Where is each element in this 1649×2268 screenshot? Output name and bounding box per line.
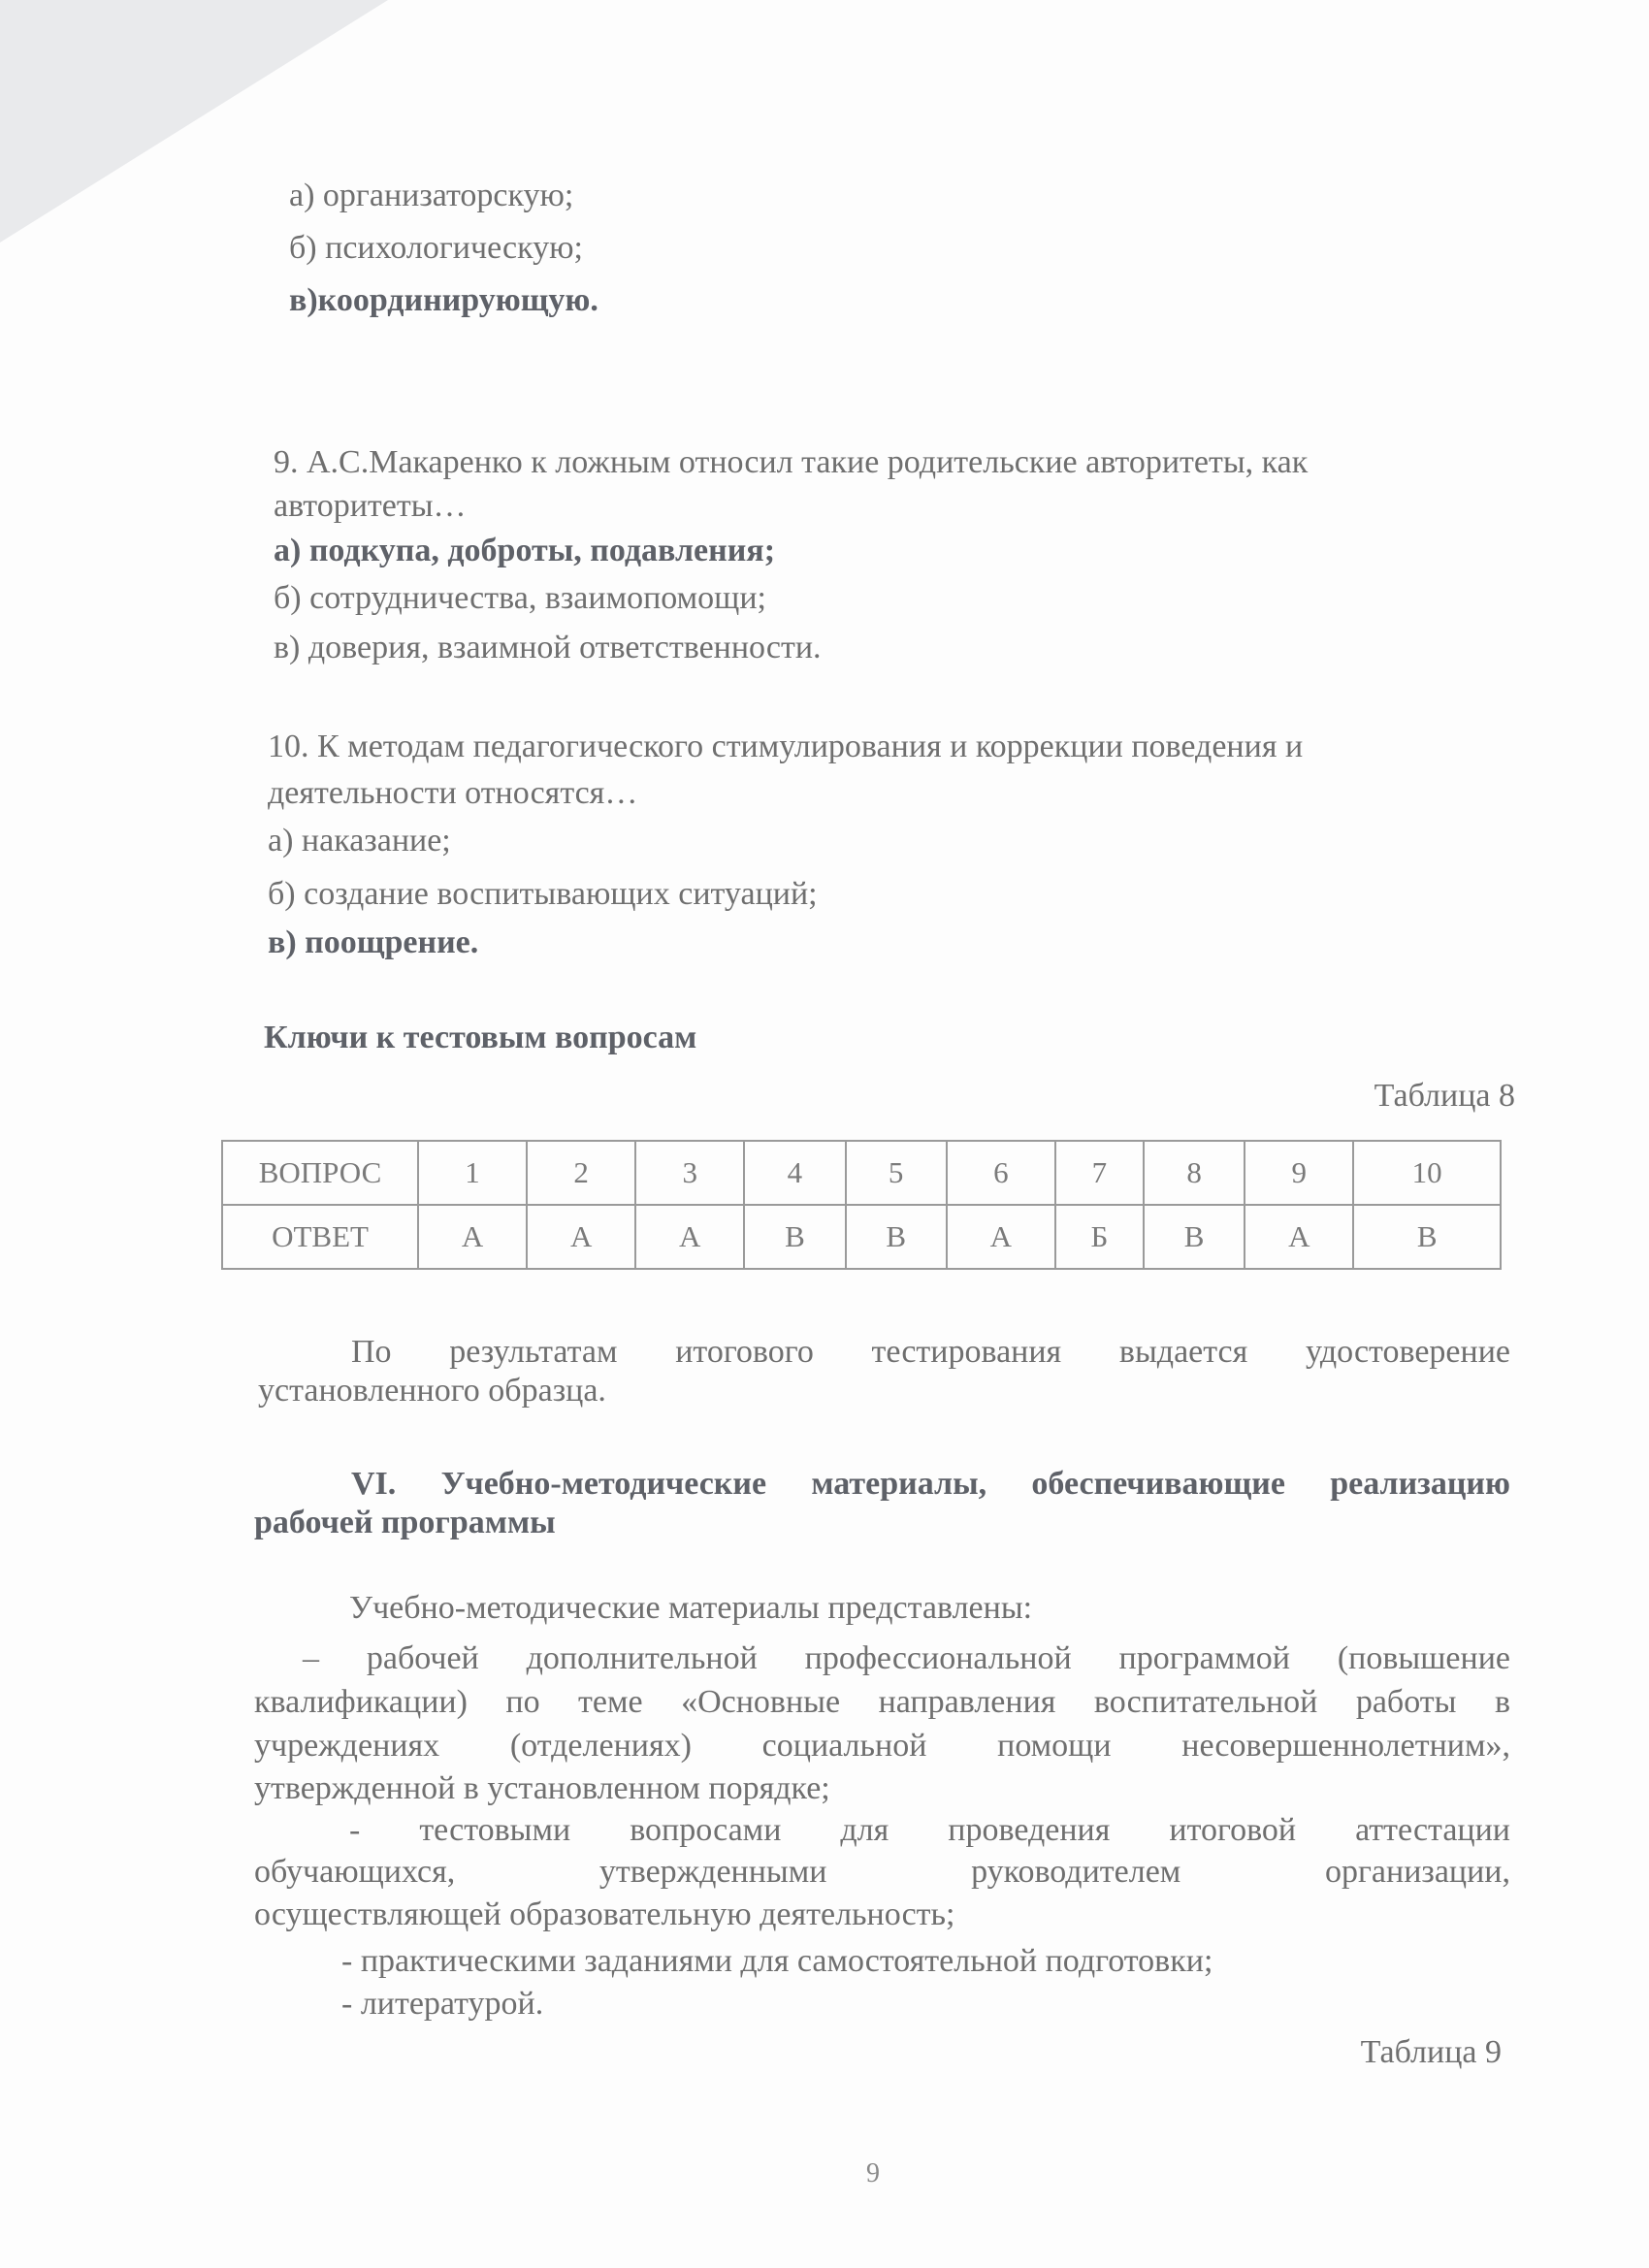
section6-item1-line2: квалификации) по теме «Основные направления воспитательной работы в xyxy=(254,1684,1510,1720)
q10-option-c: в) поощрение. xyxy=(268,924,479,960)
keys-heading: Ключи к тестовым вопросам xyxy=(264,1020,697,1055)
question-cell: 2 xyxy=(527,1141,635,1205)
answer-cell: А xyxy=(947,1205,1055,1269)
section6-intro: Учебно-методические материалы представлены: xyxy=(349,1590,1033,1626)
section6-title-line1: VI. Учебно-методические материалы, обеспечивающие реализацию xyxy=(351,1466,1510,1502)
q10-option-a: а) наказание; xyxy=(268,823,451,859)
q10-text-line2: деятельности относятся… xyxy=(268,775,638,811)
answer-cell: В xyxy=(1353,1205,1501,1269)
q9-text-line2: авторитеты… xyxy=(274,488,467,524)
q8-option-a: а) организаторскую; xyxy=(289,178,574,213)
answer-cell: В xyxy=(1144,1205,1245,1269)
section6-item1-line1: – рабочей дополнительной профессиональной программой (повышение xyxy=(303,1640,1510,1676)
q9-option-c: в) доверия, взаимной ответственности. xyxy=(274,630,822,665)
section6-item2-line2: обучающихся, утвержденными руководителем организации, xyxy=(254,1854,1510,1890)
page-number: 9 xyxy=(866,2158,880,2188)
table8-label: Таблица 8 xyxy=(1374,1078,1515,1114)
section6-title-line2: рабочей программы xyxy=(254,1505,556,1540)
q8-option-b: б) психологическую; xyxy=(289,230,583,266)
question-cell: 3 xyxy=(635,1141,744,1205)
answer-cell: А xyxy=(1245,1205,1353,1269)
question-cell: 6 xyxy=(947,1141,1055,1205)
section6-item2-line3: осуществляющей образовательную деятельность; xyxy=(254,1896,955,1932)
answer-cell: А xyxy=(635,1205,744,1269)
answer-cell: А xyxy=(418,1205,527,1269)
answer-cell: Б xyxy=(1055,1205,1144,1269)
q9-option-b: б) сотрудничества, взаимопомощи; xyxy=(274,580,766,616)
answer-cell: А xyxy=(527,1205,635,1269)
section6-item2-line1: - тестовыми вопросами для проведения итоговой аттестации xyxy=(349,1812,1510,1848)
section6-item4: - литературой. xyxy=(341,1986,544,2022)
result-line2: установленного образца. xyxy=(258,1373,606,1409)
question-cell: 7 xyxy=(1055,1141,1144,1205)
q9-option-a: а) подкупа, доброты, подавления; xyxy=(274,533,776,568)
q10-text-line1: 10. К методам педагогического стимулирования и коррекции поведения и xyxy=(268,729,1304,764)
answer-row xyxy=(222,1205,1501,1269)
q10-option-b: б) создание воспитывающих ситуаций; xyxy=(268,876,818,912)
question-row-label: ВОПРОС xyxy=(222,1141,418,1205)
answer-cell: В xyxy=(846,1205,947,1269)
q8-option-c: в)координирующую. xyxy=(289,282,598,318)
q9-text-line1: 9. А.С.Макаренко к ложным относил такие родительские авторитеты, как xyxy=(274,444,1309,480)
answer-key-table xyxy=(221,1140,1502,1270)
result-line1: По результатам итогового тестирования выдается удостоверение xyxy=(351,1334,1510,1370)
section6-item3: - практическими заданиями для самостоятельной подготовки; xyxy=(341,1943,1213,1979)
answer-row-label: ОТВЕТ xyxy=(222,1205,418,1269)
question-cell: 1 xyxy=(418,1141,527,1205)
question-cell: 5 xyxy=(846,1141,947,1205)
section6-item1-line4: утвержденной в установленном порядке; xyxy=(254,1770,830,1806)
table9-label: Таблица 9 xyxy=(1360,2034,1502,2070)
answer-cell: В xyxy=(744,1205,845,1269)
question-cell: 9 xyxy=(1245,1141,1353,1205)
question-cell: 4 xyxy=(744,1141,845,1205)
question-cell: 10 xyxy=(1353,1141,1501,1205)
question-row xyxy=(222,1141,1501,1205)
question-cell: 8 xyxy=(1144,1141,1245,1205)
section6-item1-line3: учреждениях (отделениях) социальной помощи несовершеннолетним», xyxy=(254,1728,1510,1764)
